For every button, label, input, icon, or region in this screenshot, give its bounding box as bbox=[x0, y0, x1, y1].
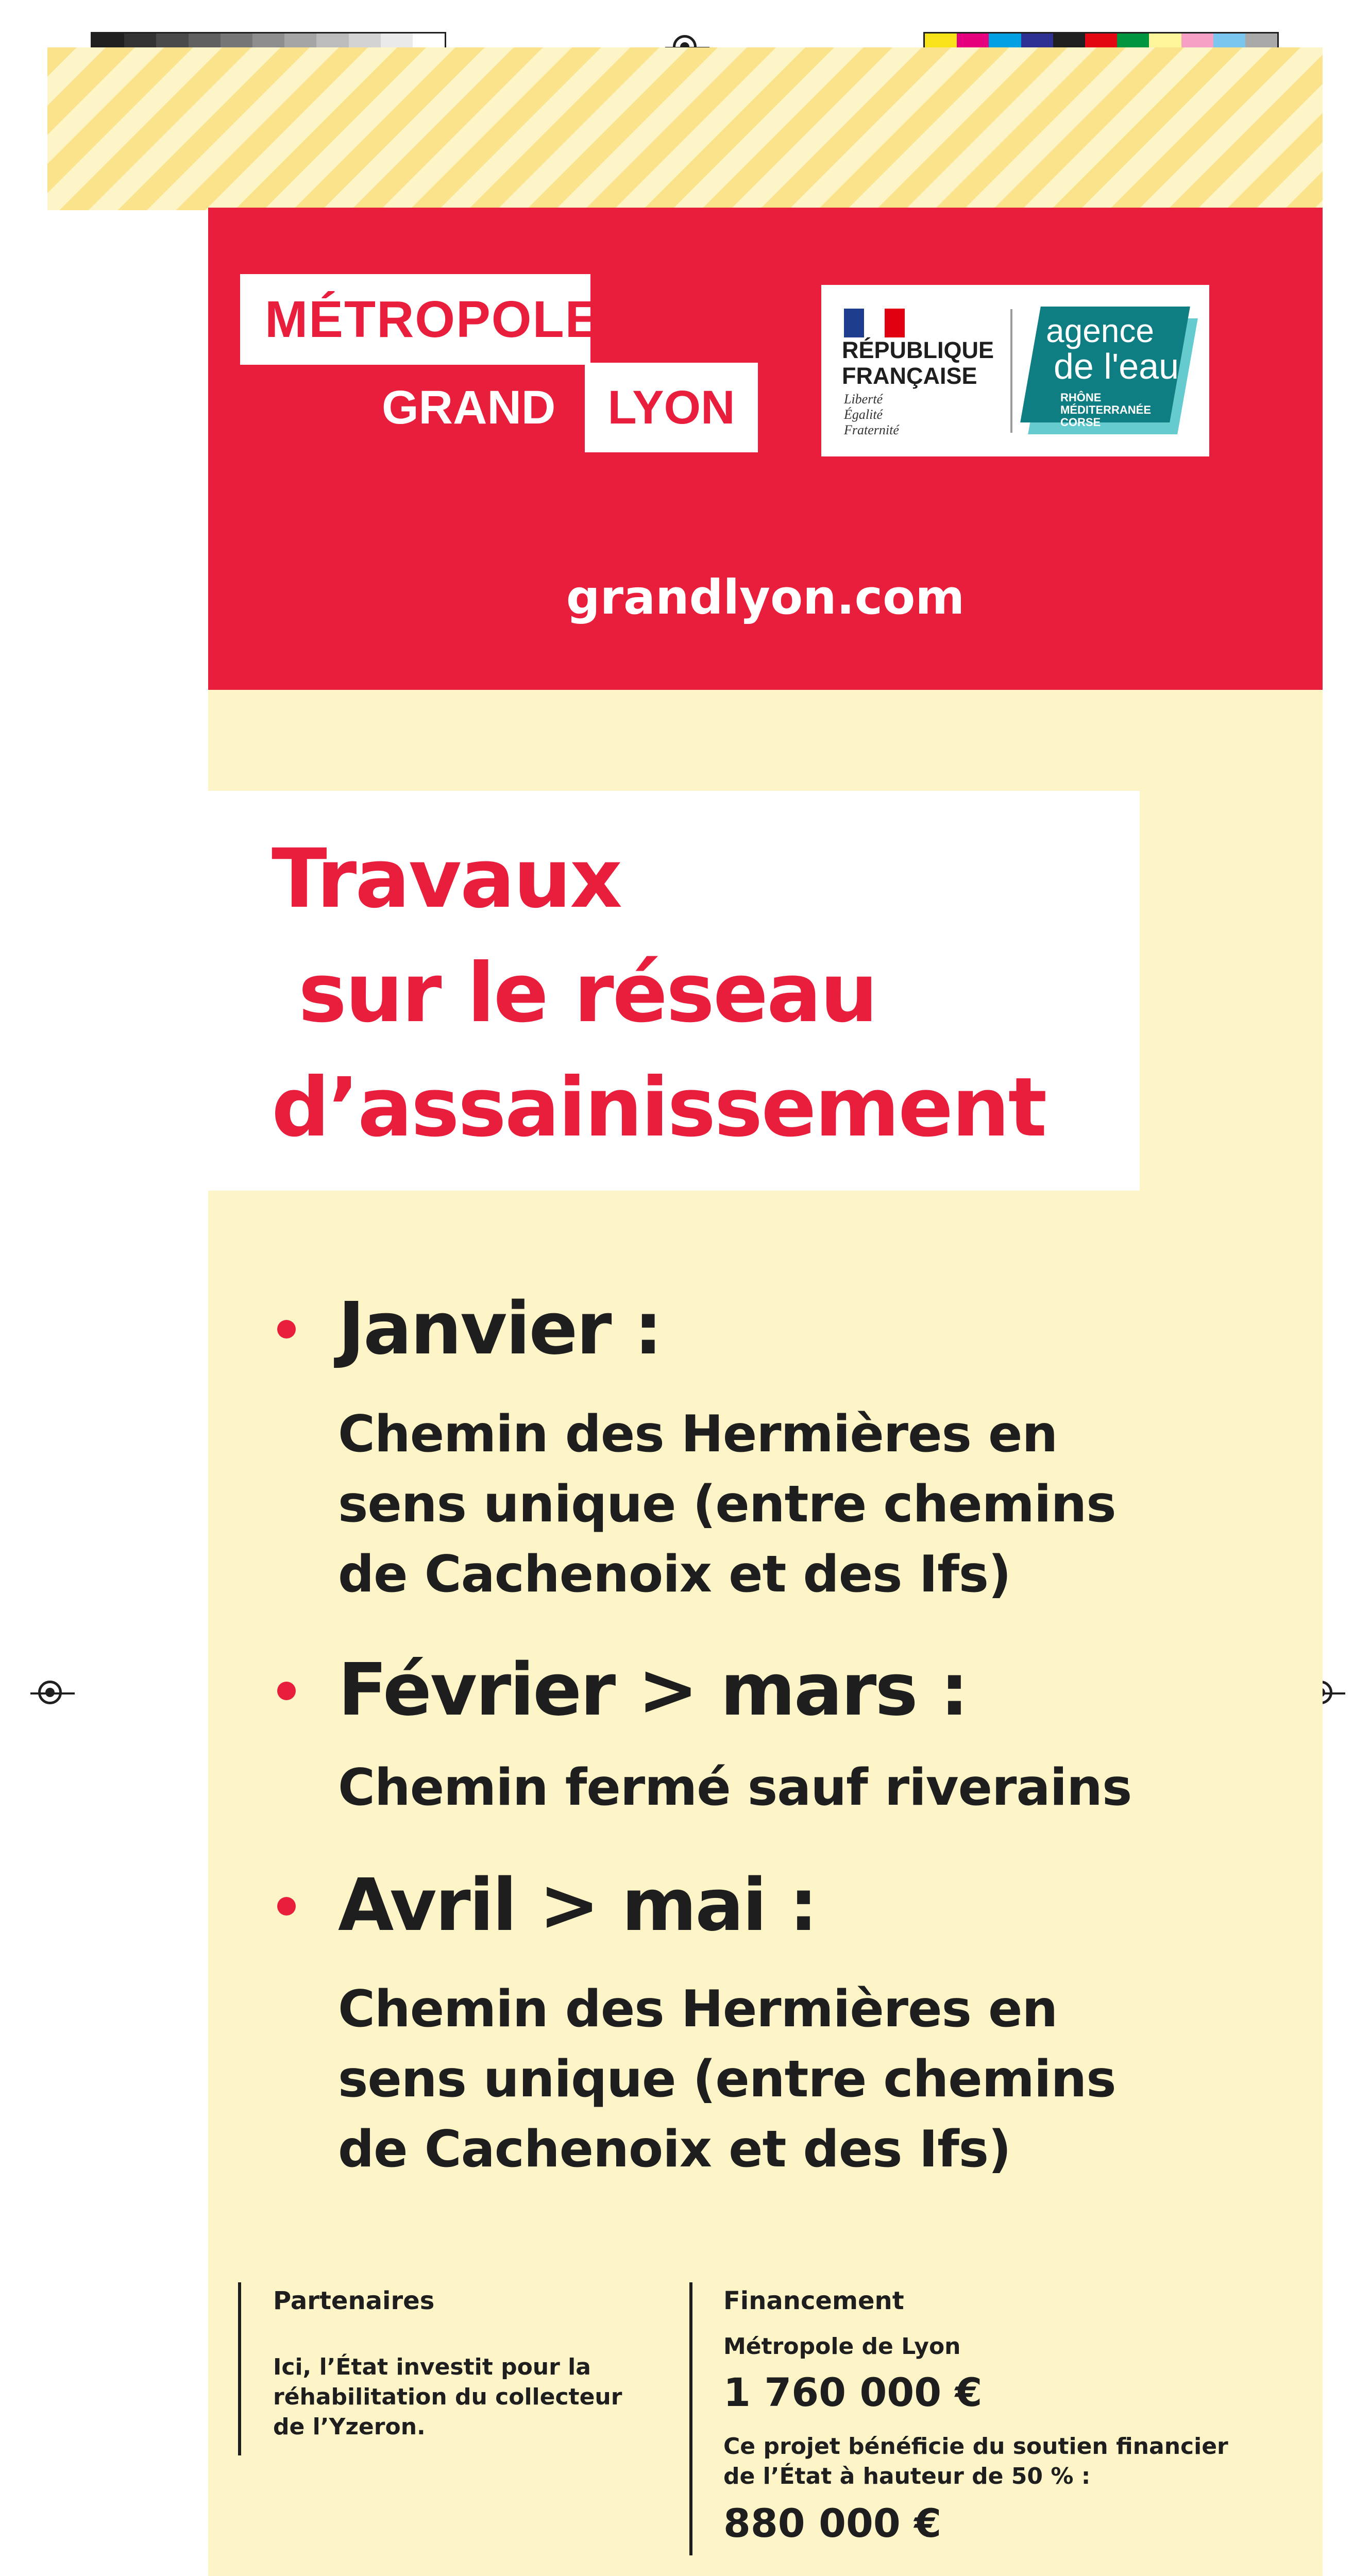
eau-sub-1: RHÔNE bbox=[1060, 391, 1102, 404]
schedule-text-janvier: Chemin des Hermières en sens unique (entre chemins de Cachenoix et des Ifs) bbox=[338, 1405, 1116, 1604]
partners-divider bbox=[238, 2282, 241, 2455]
funding-divider bbox=[689, 2282, 692, 2555]
eau-sub-2: MÉDITERRANÉE bbox=[1060, 403, 1152, 416]
rf-line1: RÉPUBLIQUE bbox=[842, 337, 994, 363]
bullet-icon bbox=[277, 1682, 296, 1700]
french-flag-icon bbox=[844, 309, 905, 337]
agence-eau-subtitle bbox=[1060, 392, 1151, 429]
rf-devise bbox=[844, 392, 947, 438]
schedule-text-avril: Chemin des Hermières en sens unique (entre chemins de Cachenoix et des Ifs) bbox=[338, 1980, 1116, 2179]
striped-banner bbox=[47, 47, 1323, 210]
bullet-icon bbox=[277, 1320, 296, 1338]
website-link[interactable]: grandlyon.com bbox=[566, 570, 965, 625]
bullet-icon bbox=[277, 1897, 296, 1916]
funder-metropole: Métropole de Lyon bbox=[723, 2333, 961, 2360]
agence-eau-word-leau: de l'eau bbox=[1054, 346, 1179, 386]
schedule-text-fevrier: Chemin fermé sauf riverains bbox=[338, 1758, 1132, 1817]
agence-eau-word-agence: agence bbox=[1046, 312, 1154, 349]
schedule-heading-janvier: Janvier : bbox=[338, 1287, 662, 1371]
devise-egalite: Égalité bbox=[844, 407, 883, 422]
schedule-heading-fevrier: Février > mars : bbox=[338, 1648, 968, 1732]
schedule-heading-avril: Avril > mai : bbox=[338, 1863, 817, 1947]
funding-label: Financement bbox=[723, 2286, 904, 2315]
rf-line2: FRANÇAISE bbox=[842, 363, 977, 389]
logo-separator bbox=[1010, 309, 1012, 433]
eau-sub-3: CORSE bbox=[1060, 416, 1101, 429]
funding-amount-state: 880 000 € bbox=[723, 2500, 942, 2546]
devise-liberte: Liberté bbox=[844, 392, 883, 406]
funding-amount-metropole: 1 760 000 € bbox=[723, 2369, 983, 2415]
metropole-logo-lyon: LYON bbox=[585, 363, 758, 452]
funding-state-text: Ce projet bénéficie du soutien financier de l’État à hauteur de 50 % : bbox=[723, 2433, 1228, 2489]
republique-francaise-logo bbox=[842, 337, 1002, 389]
devise-fraternite: Fraternité bbox=[844, 422, 899, 437]
registration-mark-left bbox=[38, 1681, 62, 1704]
metropole-logo-line1: MÉTROPOLE bbox=[240, 274, 590, 365]
partners-label: Partenaires bbox=[273, 2286, 435, 2315]
page-title: Travaux sur le réseau d’assainissement bbox=[272, 832, 1046, 1155]
metropole-logo-grand: GRAND bbox=[382, 381, 556, 434]
partners-text: Ici, l’État investit pour la réhabilitation du collecteur de l’Yzeron. bbox=[273, 2354, 622, 2440]
